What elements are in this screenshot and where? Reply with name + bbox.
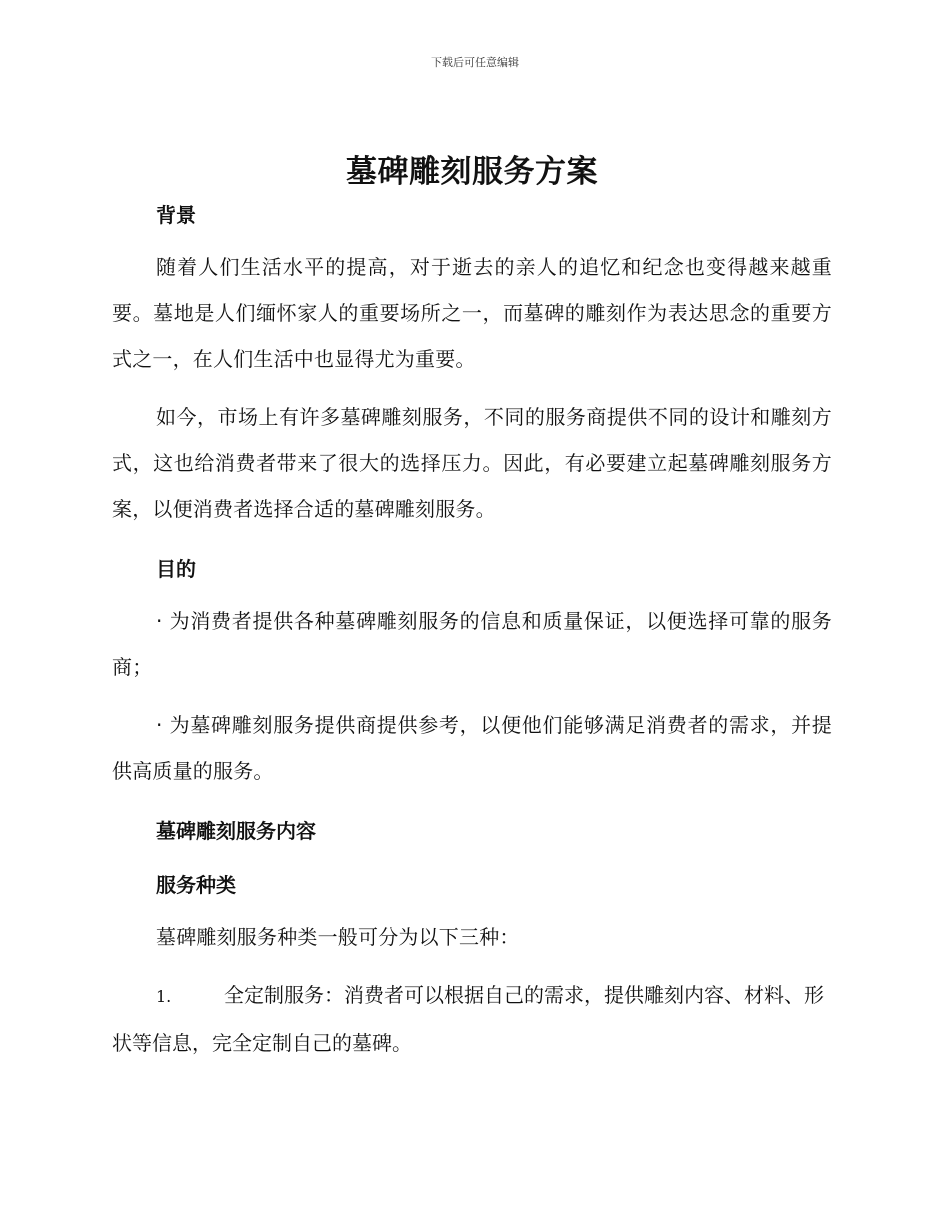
document-body bbox=[112, 150, 832, 1066]
list-item-number: 1. bbox=[156, 987, 172, 1006]
header-note: 下载后可任意编辑 bbox=[431, 56, 519, 69]
heading-purpose: 目的 bbox=[156, 557, 196, 581]
heading-service-content: 墓碑雕刻服务内容 bbox=[156, 819, 316, 843]
document-title: 墓碑雕刻服务方案 bbox=[346, 154, 598, 190]
list-item-text: 全定制服务：消费者可以根据自己的需求，提供雕刻内容、材料、形状等信息，完全定制自己的墓碑。 bbox=[112, 983, 824, 1055]
paragraph-service-intro: 墓碑雕刻服务种类一般可分为以下三种： bbox=[156, 925, 520, 949]
paragraph-background-2: 如今，市场上有许多墓碑雕刻服务，不同的服务商提供不同的设计和雕刻方式，这也给消费者带来了很大的选择压力。因此，有必要建立起墓碑雕刻服务方案，以便消费者选择合适的墓碑雕刻服务。 bbox=[112, 405, 832, 521]
heading-background: 背景 bbox=[156, 203, 196, 227]
bullet-purpose-1: · 为消费者提供各种墓碑雕刻服务的信息和质量保证，以便选择可靠的服务商； bbox=[112, 609, 832, 679]
heading-service-types: 服务种类 bbox=[156, 873, 236, 897]
list-item-1 bbox=[112, 972, 832, 1066]
paragraph-background-1: 随着人们生活水平的提高，对于逝去的亲人的追忆和纪念也变得越来越重要。墓地是人们缅怀家人的重要场所之一，而墓碑的雕刻作为表达思念的重要方式之一，在人们生活中也显得尤为重要。 bbox=[112, 255, 832, 371]
bullet-purpose-2: · 为墓碑雕刻服务提供商提供参考，以便他们能够满足消费者的需求，并提供高质量的服务。 bbox=[112, 713, 832, 783]
